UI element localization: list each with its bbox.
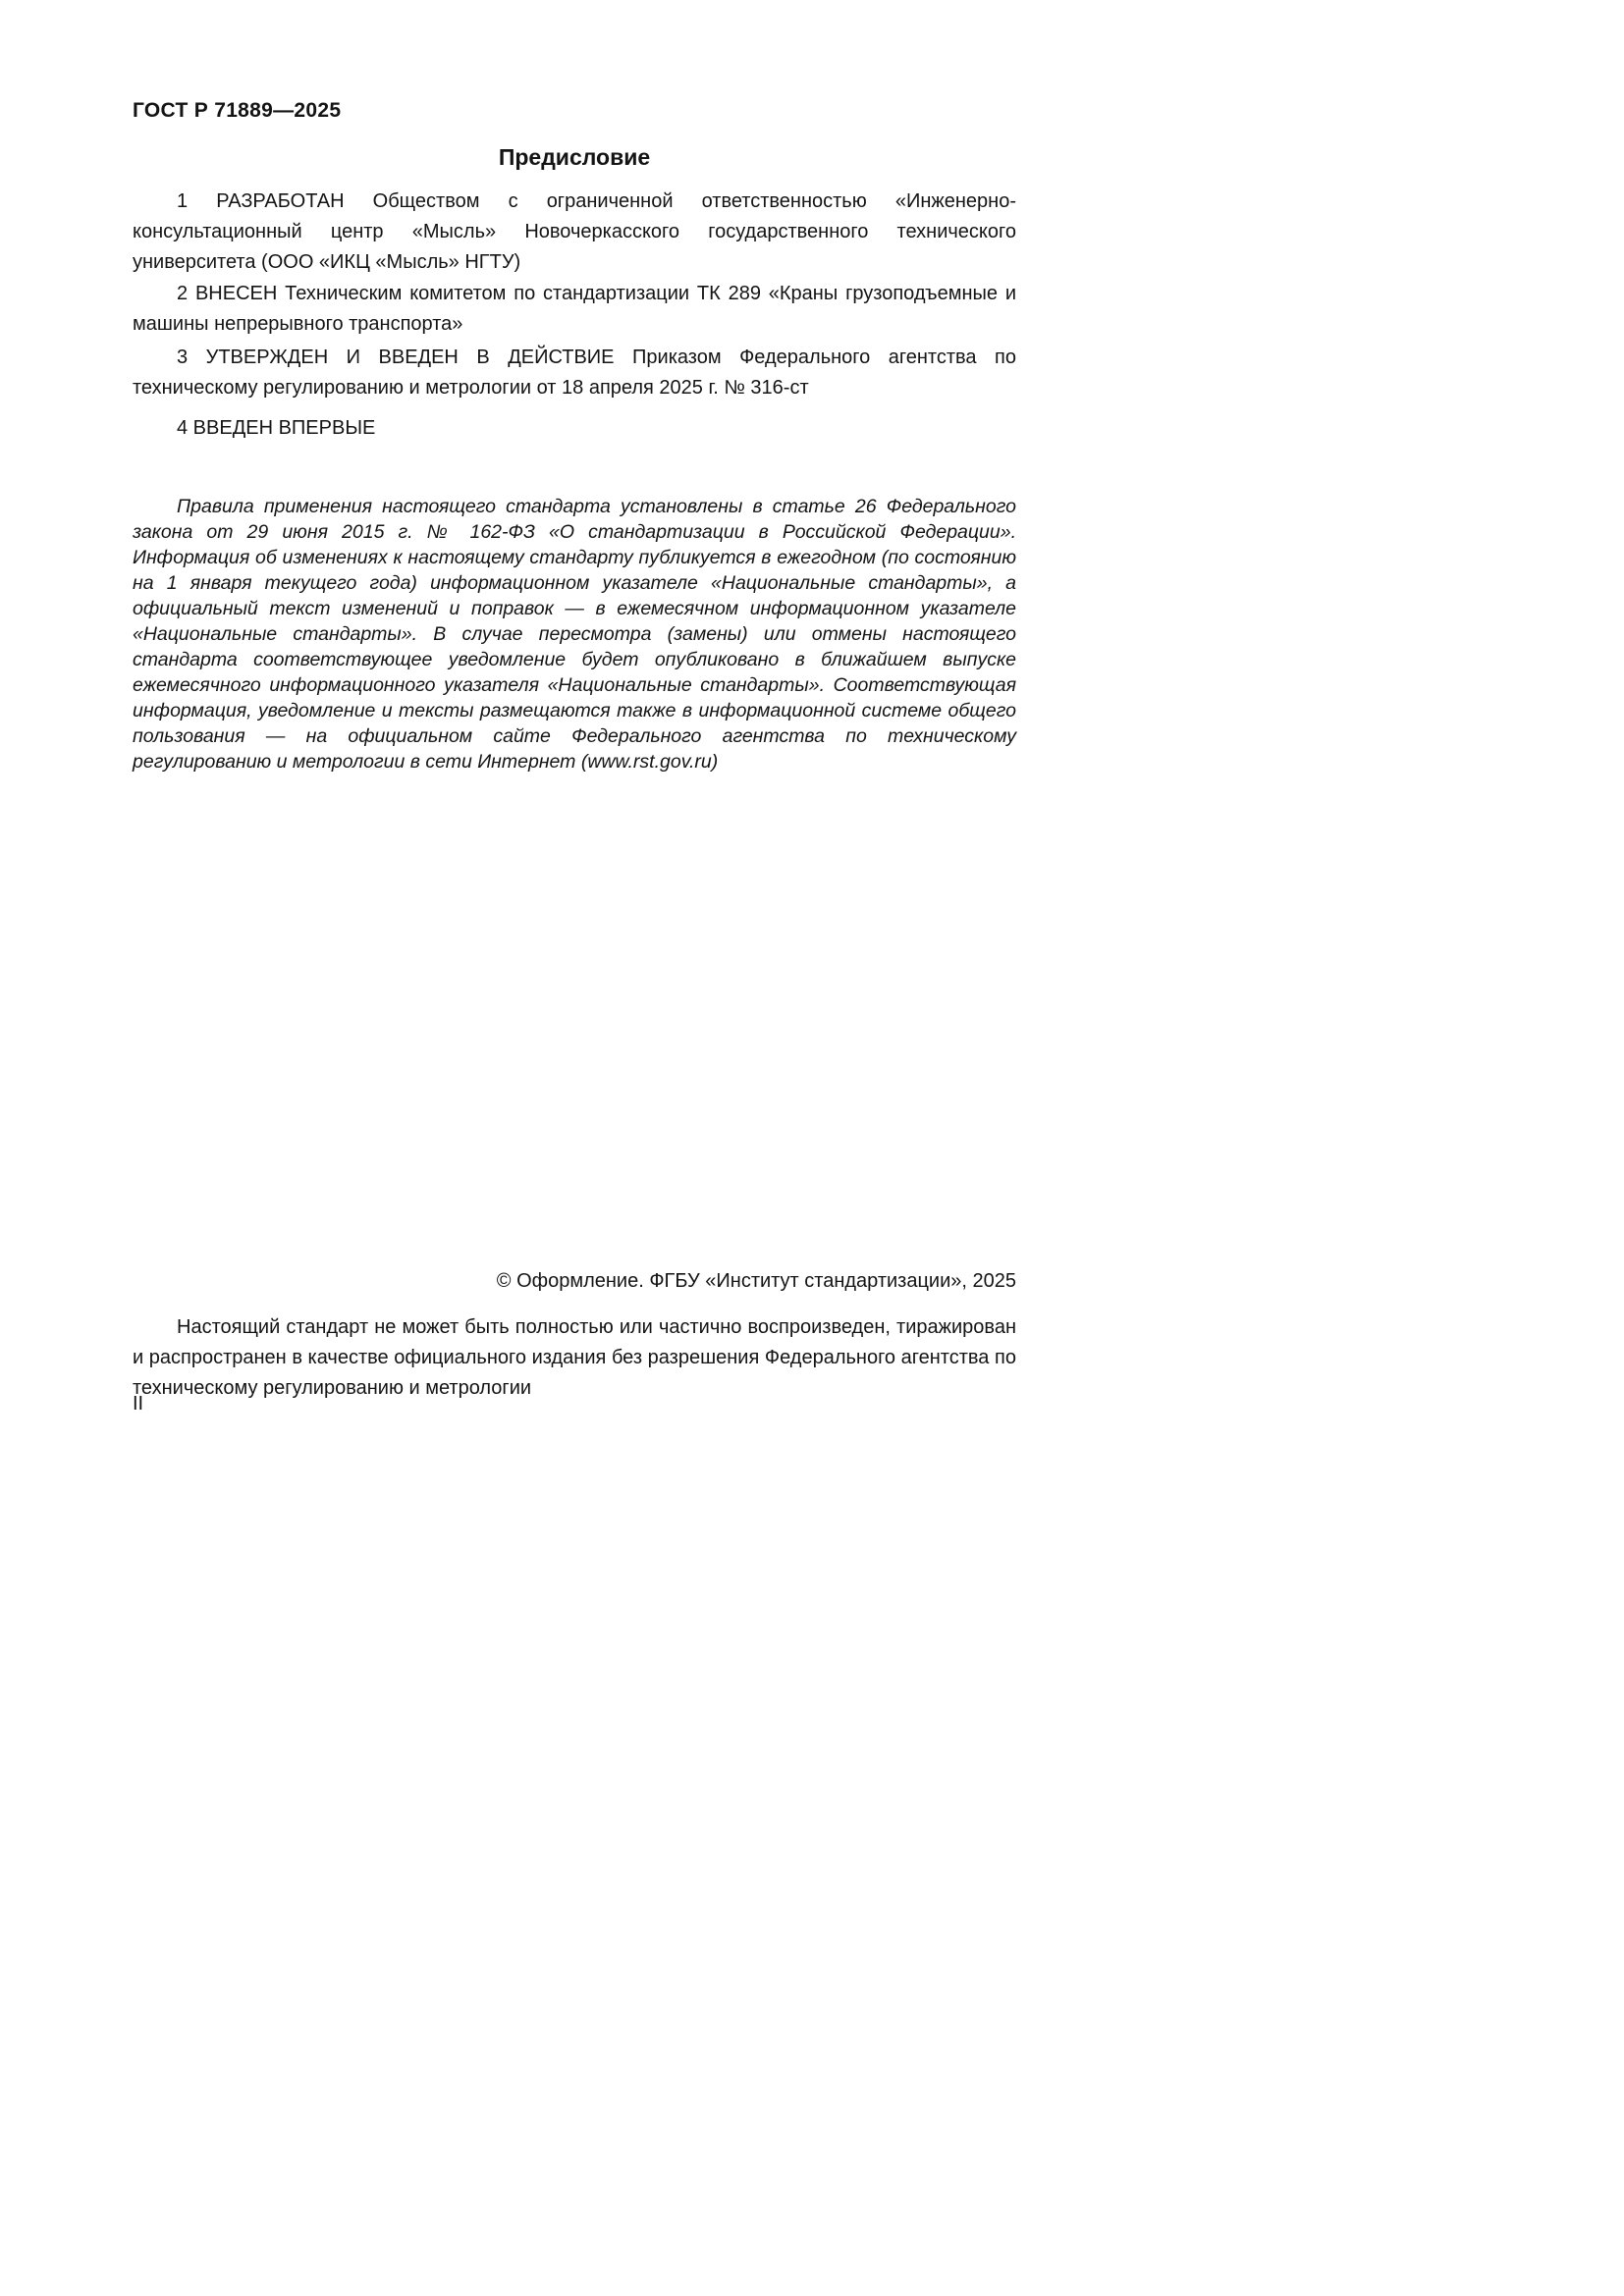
foreword-item-first-introduced: 4 ВВЕДЕН ВПЕРВЫЕ [177,417,376,439]
page-title: Предисловие [498,144,651,170]
page-number: II [133,1393,144,1415]
copyright-line: © Оформление. ФГБУ «Институт стандартизации», 2025 [496,1270,1016,1292]
foreword-item-developed: 1 РАЗРАБОТАН Обществом с ограниченной ответственностью «Инженерно-консультационный центр «Мысль» Новочеркасского государственного технического университета (ООО «ИКЦ «Мысль» НГТУ) [133,190,1016,273]
foreword-item-submitted: 2 ВНЕСЕН Техническим комитетом по стандартизации ТК 289 «Краны грузоподъемные и машины непрерывного транспорта» [133,283,1016,335]
doc-code: ГОСТ Р 71889—2025 [133,99,342,122]
reproduction-restriction-note: Настоящий стандарт не может быть полностью или частично воспроизведен, тиражирован и распространен в качестве официального издания без разрешения Федерального агентства по техническому регулированию и метрологии [133,1316,1016,1399]
foreword-item-approved: 3 УТВЕРЖДЕН И ВВЕДЕН В ДЕЙСТВИЕ Приказом Федерального агентства по техническому регулированию и метрологии от 18 апреля 2025 г. № 316-ст [133,347,1016,399]
application-rules-note: Правила применения настоящего стандарта установлены в статье 26 Федерального закона от 29 июня 2015 г. № 162-ФЗ «О стандартизации в Российской Федерации». Информация об изменениях к настоящему стандарту публикуется в ежегодном (по состоянию на 1 января текущего года) информационном указателе «Национальные стандарты», а официальный текст изменений и поправок — в ежемесячном информационном указателе «Национальные стандарты». В случае пересмотра (замены) или отмены настоящего стандарта соответствующее уведомление будет опубликовано в ближайшем выпуске ежемесячного информационного указателя «Национальные стандарты». Соответствующая информация, уведомление и тексты размещаются также в информационной системе общего пользования — на официальном сайте Федерального агентства по техническому регулированию и метрологии в сети Интернет (www.rst.gov.ru) [133,496,1016,773]
